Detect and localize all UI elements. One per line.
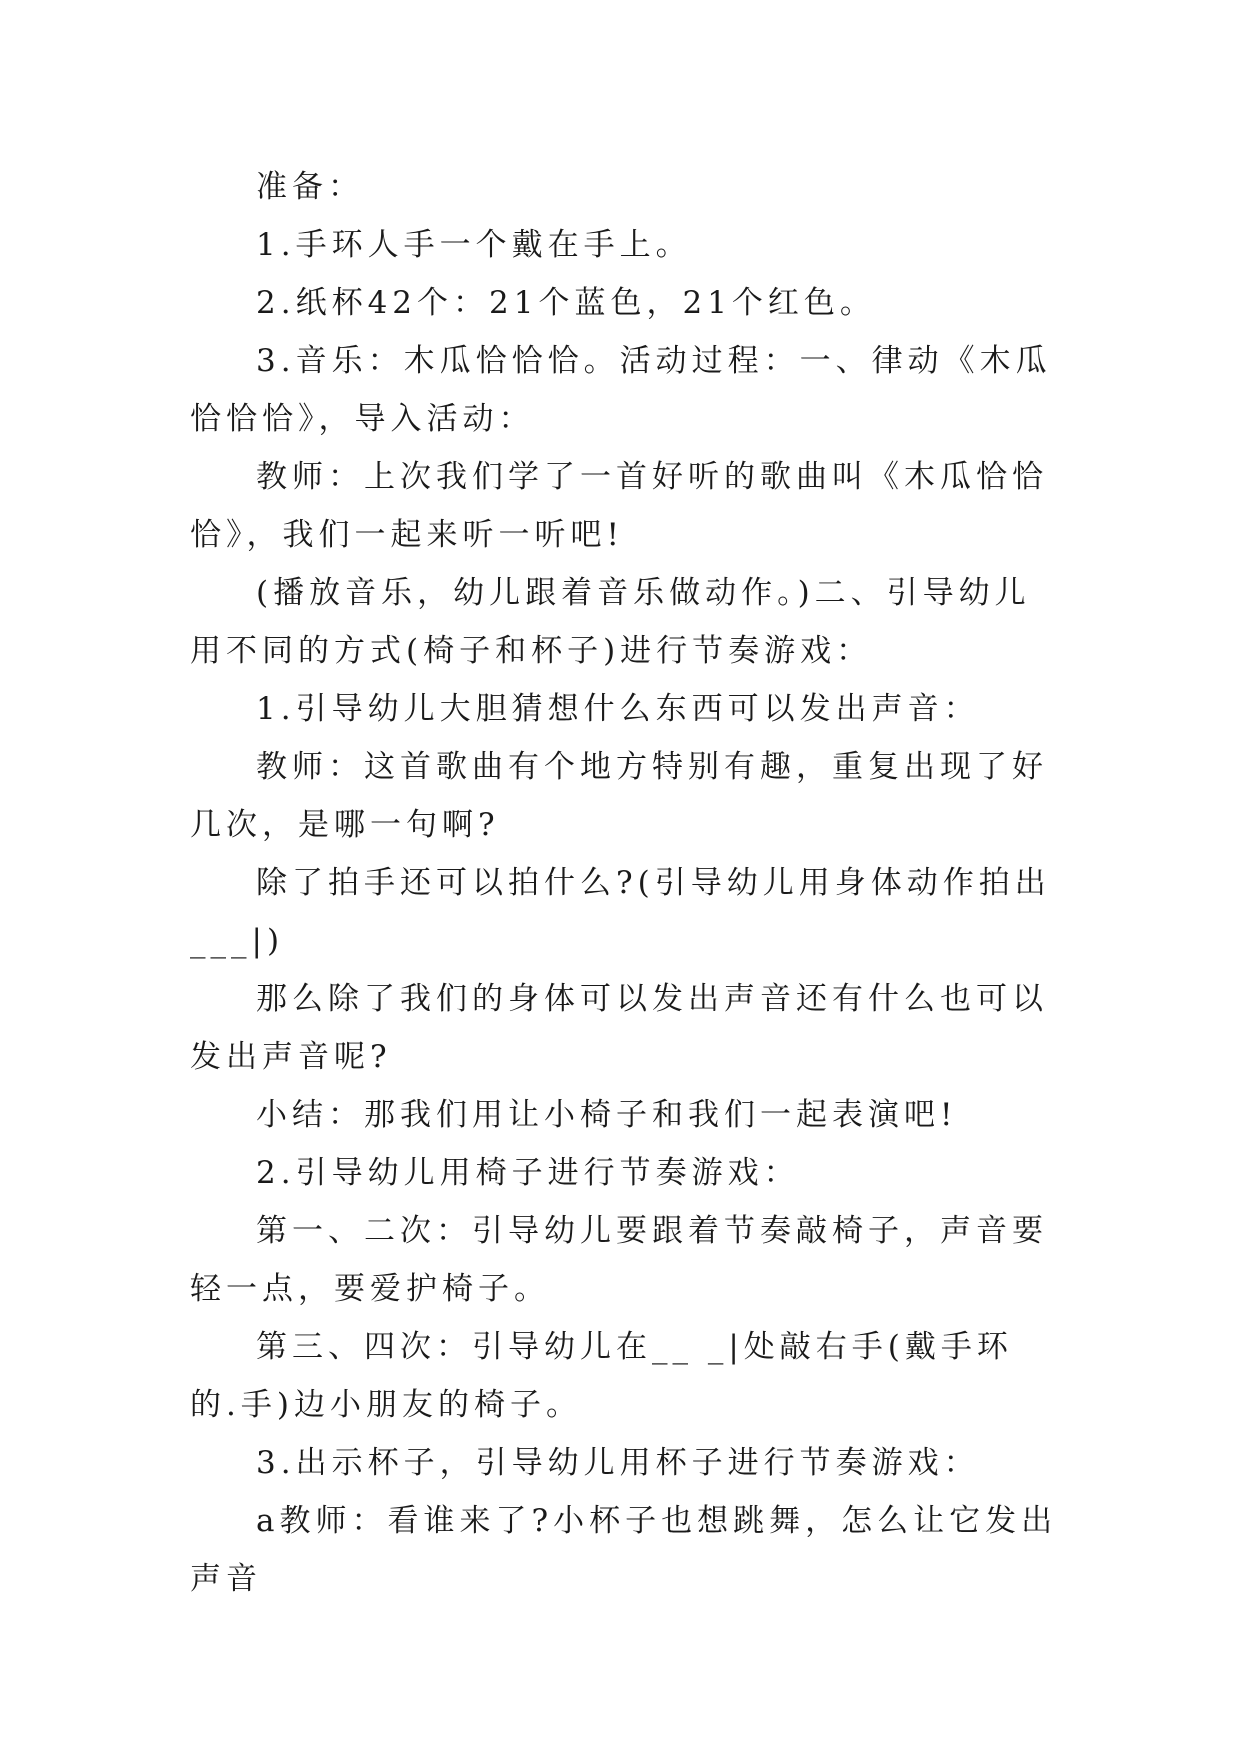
paragraph-paper-cups: 2.纸杯42个：21个蓝色，21个红色。: [256, 285, 876, 321]
paragraph-preparation-heading: 准备：: [256, 169, 364, 205]
paragraph-cup-game: 3.出示杯子，引导幼儿用杯子进行节奏游戏：: [256, 1445, 980, 1481]
paragraph-chair-game: 2.引导幼儿用椅子进行节奏游戏：: [256, 1155, 800, 1191]
paragraph-other-sounds: 那么除了我们的身体可以发出声音还有什么也可以发出声音呢?: [190, 981, 1048, 1075]
paragraph-first-second: 第一、二次：引导幼儿要跟着节奏敲椅子，声音要轻一点，要爱护椅子。: [190, 1213, 1048, 1307]
paragraph-play-music: (播放音乐，幼儿跟着音乐做动作。)二、引导幼儿用不同的方式(椅子和杯子)进行节奏游戏：: [190, 575, 1031, 669]
paragraph-teacher-intro: 教师：上次我们学了一首好听的歌曲叫《木瓜恰恰恰》，我们一起来听一听吧!: [190, 459, 1048, 553]
paragraph-summary: 小结：那我们用让小椅子和我们一起表演吧!: [256, 1097, 958, 1133]
paragraph-wristband: 1.手环人手一个戴在手上。: [256, 227, 692, 263]
paragraph-clap-body: 除了拍手还可以拍什么?(引导幼儿用身体动作拍出___|): [190, 865, 1051, 959]
paragraph-music-activity: 3.音乐：木瓜恰恰恰。活动过程：一、律动《木瓜恰恰恰》，导入活动：: [190, 343, 1052, 437]
paragraph-third-fourth: 第三、四次：引导幼儿在__ _|处敲右手(戴手环的.手)边小朋友的椅子。: [190, 1329, 1013, 1423]
paragraph-teacher-cup: a教师：看谁来了?小杯子也想跳舞，怎么让它发出声音: [190, 1503, 1058, 1597]
paragraph-teacher-question: 教师：这首歌曲有个地方特别有趣，重复出现了好几次，是哪一句啊?: [190, 749, 1048, 843]
paragraph-guess-sounds: 1.引导幼儿大胆猜想什么东西可以发出声音：: [256, 691, 980, 727]
document-body: [190, 158, 1060, 1608]
